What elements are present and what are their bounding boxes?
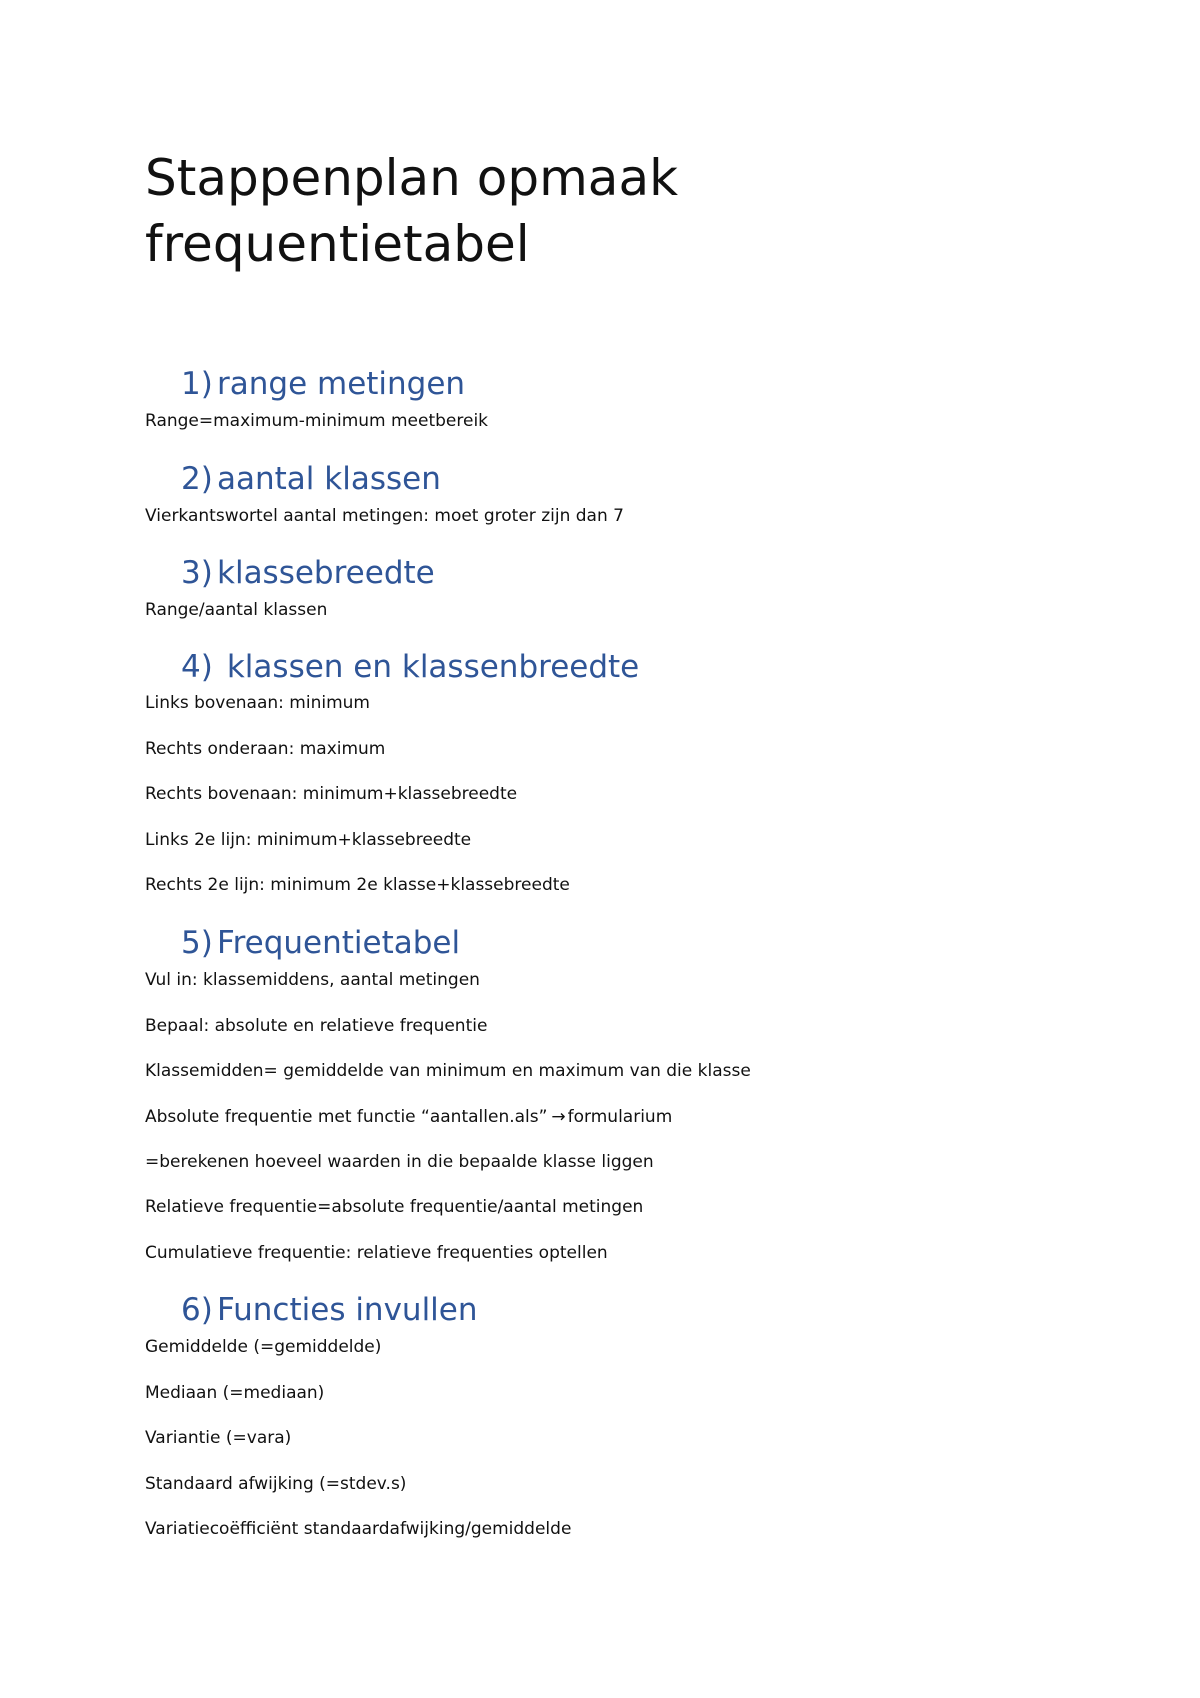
section-heading-4: [181, 647, 639, 687]
section-title: Functies invullen: [217, 1292, 478, 1328]
body-line: Gemiddelde (=gemiddelde): [145, 1337, 382, 1357]
section-title: range metingen: [217, 366, 466, 402]
body-line: Bepaal: absolute en relatieve frequentie: [145, 1016, 488, 1036]
section-title: Frequentietabel: [217, 925, 461, 961]
body-line: Range=maximum-minimum meetbereik: [145, 411, 489, 431]
document-title: [145, 145, 678, 277]
section-number: 4): [181, 649, 213, 685]
section-number: 6): [181, 1292, 213, 1328]
body-line: =berekenen hoeveel waarden in die bepaalde klasse liggen: [145, 1152, 654, 1172]
body-line: Vierkantswortel aantal metingen: moet groter zijn dan 7: [145, 506, 624, 526]
right-arrow-icon: →: [551, 1107, 566, 1127]
body-line: Klassemidden= gemiddelde van minimum en maximum van die klasse: [145, 1061, 751, 1081]
body-line: Rechts onderaan: maximum: [145, 739, 386, 759]
body-line-text: formularium: [567, 1107, 673, 1127]
body-line: Relatieve frequentie=absolute frequentie/aantal metingen: [145, 1197, 644, 1217]
body-line: [145, 1106, 672, 1128]
section-title: klassen en klassenbreedte: [217, 649, 640, 685]
body-line: Cumulatieve frequentie: relatieve frequenties optellen: [145, 1243, 608, 1263]
body-line: Standaard afwijking (=stdev.s): [145, 1474, 407, 1494]
body-line: Links 2e lijn: minimum+klassebreedte: [145, 830, 472, 850]
section-number: 5): [181, 925, 213, 961]
section-number: 1): [181, 366, 213, 402]
section-title: aantal klassen: [217, 461, 441, 497]
body-line: Mediaan (=mediaan): [145, 1383, 325, 1403]
body-line: Rechts bovenaan: minimum+klassebreedte: [145, 784, 518, 804]
section-heading-6: [181, 1290, 478, 1330]
body-line: Variatiecoëfficiënt standaardafwijking/gemiddelde: [145, 1519, 572, 1539]
section-heading-1: [181, 364, 465, 404]
title-line-2: frequentietabel: [145, 215, 530, 273]
section-heading-2: [181, 459, 441, 499]
body-line: Rechts 2e lijn: minimum 2e klasse+klassebreedte: [145, 875, 570, 895]
title-line-1: Stappenplan opmaak: [145, 149, 679, 207]
section-heading-3: [181, 553, 435, 593]
body-line: Variantie (=vara): [145, 1428, 292, 1448]
body-line-text: Absolute frequentie met functie “aantallen.als”: [145, 1107, 548, 1127]
section-number: 3): [181, 555, 213, 591]
body-line: Links bovenaan: minimum: [145, 693, 370, 713]
body-line: Range/aantal klassen: [145, 600, 328, 620]
section-number: 2): [181, 461, 213, 497]
body-line: Vul in: klassemiddens, aantal metingen: [145, 970, 480, 990]
section-heading-5: [181, 923, 460, 963]
section-title: klassebreedte: [217, 555, 435, 591]
